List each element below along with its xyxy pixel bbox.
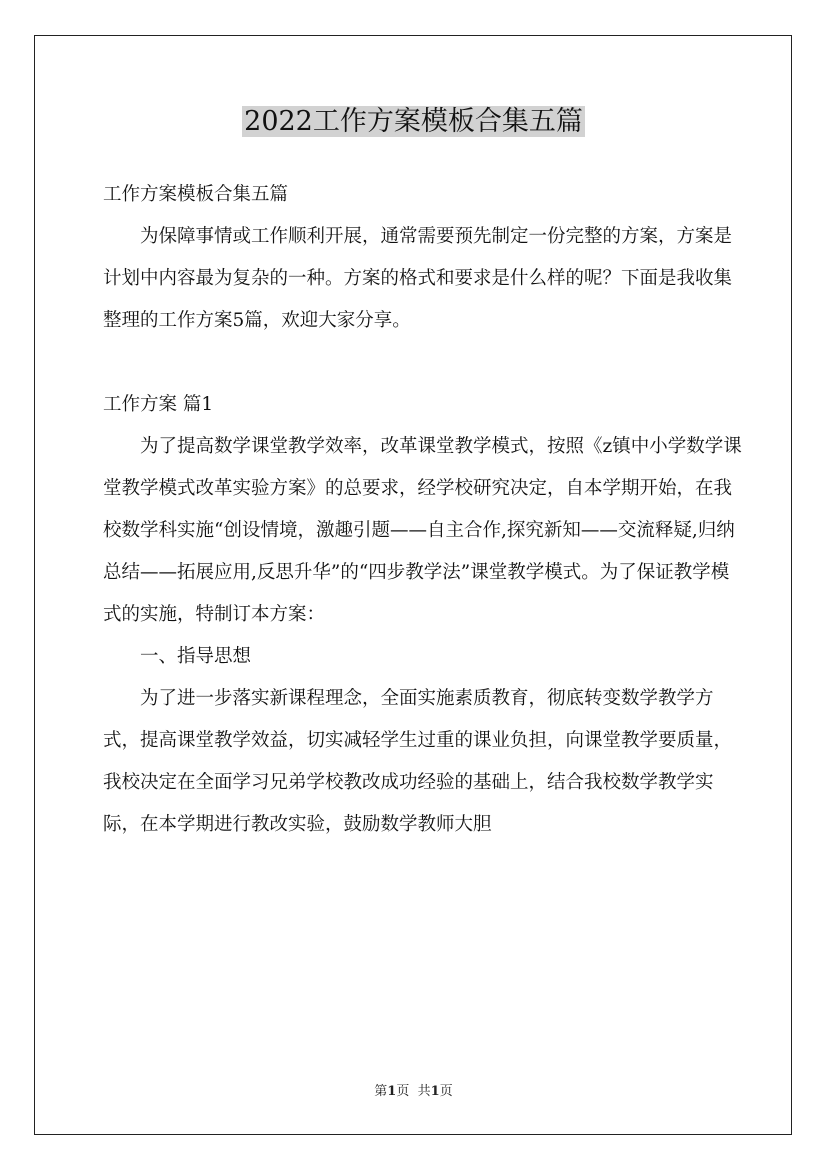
section-heading: 工作方案 篇1	[103, 394, 214, 415]
page-number: 1	[387, 1084, 397, 1099]
document-title	[0, 102, 827, 142]
section-paragraph-2: 为了进一步落实新课程理念，全面实施素质教育，彻底转变数学教学方式，提高课堂教学效益，切实减轻学生过重的课业负担，向课堂教学要质量，我校决定在全面学习兄弟学校教改成功经验的基础上，结合我校数学教学实际，在本学期进行教改实验，鼓励数学教师大胆	[103, 688, 733, 835]
document-title-text: 2022工作方案模板合集五篇	[244, 106, 583, 137]
page-label-prefix: 第	[374, 1084, 388, 1099]
sub-heading: 一、指导思想	[140, 646, 252, 667]
document-body	[103, 174, 743, 846]
intro-paragraph: 为保障事情或工作顺利开展，通常需要预先制定一份完整的方案，方案是计划中内容最为复杂的一种。方案的格式和要求是什么样的呢？下面是我收集整理的工作方案5篇，欢迎大家分享。	[103, 226, 733, 331]
total-label-suffix: 页	[439, 1084, 453, 1099]
page-footer	[0, 1082, 827, 1102]
document-subtitle: 工作方案模板合集五篇	[103, 184, 289, 205]
page-label-suffix: 页	[396, 1084, 410, 1099]
section-paragraph-1: 为了提高数学课堂教学效率，改革课堂教学模式，按照《z镇中小学数学课堂教学模式改革实验方案》的总要求，经学校研究决定，自本学期开始，在我校数学科实施“创设情境，激趣引题——自主合作,探究新知——交流释疑,归纳总结——拓展应用,反思升华”的“四步教学法”课堂教学模式。为了保证教学模式的实施，特制订本方案：	[103, 436, 742, 625]
total-label-prefix: 共	[417, 1084, 431, 1099]
total-pages: 1	[430, 1084, 440, 1099]
